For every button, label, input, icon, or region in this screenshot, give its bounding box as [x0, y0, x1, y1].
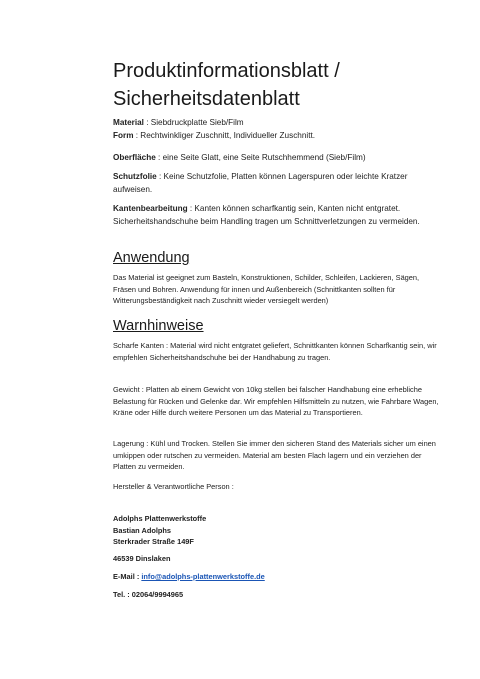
manufacturer-address: [113, 513, 443, 548]
title-line-2: Sicherheitsdatenblatt: [113, 88, 300, 110]
protective-film-block: [113, 171, 443, 196]
surface-block: [113, 152, 443, 165]
phone-line: Tel. : 02064/9994965: [113, 590, 184, 599]
edge-processing-value: : Kanten können scharfkantig sein, Kanten nicht entgratet. Sicherheitshandschuhe beim Handling tragen um Schnittverletzungen zu vermeiden.: [113, 204, 420, 226]
edge-processing-label: Kantenbearbeitung: [113, 204, 188, 213]
company-name: Adolphs Plattenwerkstoffe: [113, 514, 207, 523]
weight-text: Gewicht : Platten ab einem Gewicht von 10kg stellen bei falscher Handhabung eine erhebliche Belastung für Rücken und Gelenke dar. Wir empfehlen Hilfsmitteln zu nutzen, wie Fahrbare Wagen, Kräne oder Hilfe durch weitere Personen um das Material zu Transportieren.: [113, 385, 439, 417]
page-title: [113, 57, 443, 113]
email-label: E-Mail :: [113, 572, 142, 581]
warnings-heading: Warnhinweise: [113, 318, 204, 334]
street-address: Sterkrader Straße 149F: [113, 537, 194, 546]
city-line: 46539 Dinslaken: [113, 554, 171, 563]
material-value: : Siebdruckplatte Sieb/Film: [143, 118, 244, 127]
email-link[interactable]: info@adolphs-plattenwerkstoffe.de: [141, 572, 265, 581]
surface-value: : eine Seite Glatt, eine Seite Rutschhemmend (Sieb/Film): [155, 153, 366, 162]
surface-label: Oberfläche: [113, 153, 156, 162]
edge-processing-block: [113, 203, 443, 228]
application-text: Das Material ist geeignet zum Basteln, Konstruktionen, Schilder, Schleifen, Lackieren, Sägen, Fräsen und Bohren. Anwendung für innen und Außenbereich (Schnittkanten sollten für Witterungsbeständigkeit nach Zuschnitt wieder versiegelt werden): [113, 273, 420, 305]
application-heading: Anwendung: [113, 250, 190, 266]
material-form-block: [113, 117, 443, 142]
storage-text: Lagerung : Kühl und Trocken. Stellen Sie immer den sicheren Stand des Materials sicher um einen umkippen oder rutschen zu vermeiden. Material am besten Flach lagern und ein verziehen der Platten zu vermeiden.: [113, 439, 436, 471]
contact-person: Bastian Adolphs: [113, 525, 172, 535]
sharp-edges-text: Scharfe Kanten : Material wird nicht entgratet geliefert, Schnittkanten können Scharfkantig sein, wir empfehlen Sicherheitshandschuhe bei der Handhabung zu tragen.: [113, 341, 437, 362]
manufacturer-intro: Hersteller & Verantwortliche Person :: [113, 482, 234, 491]
email-line: [113, 571, 443, 583]
protective-film-value: : Keine Schutzfolie, Platten können Lagerspuren oder leichte Kratzer aufweisen.: [113, 172, 408, 194]
form-value: : Rechtwinkliger Zuschnitt, Individueller Zuschnitt.: [133, 130, 316, 140]
protective-film-label: Schutzfolie: [113, 172, 157, 181]
material-label: Material: [113, 118, 144, 127]
title-line-1: Produktinformationsblatt /: [113, 60, 340, 82]
form-label: Form: [113, 130, 134, 140]
